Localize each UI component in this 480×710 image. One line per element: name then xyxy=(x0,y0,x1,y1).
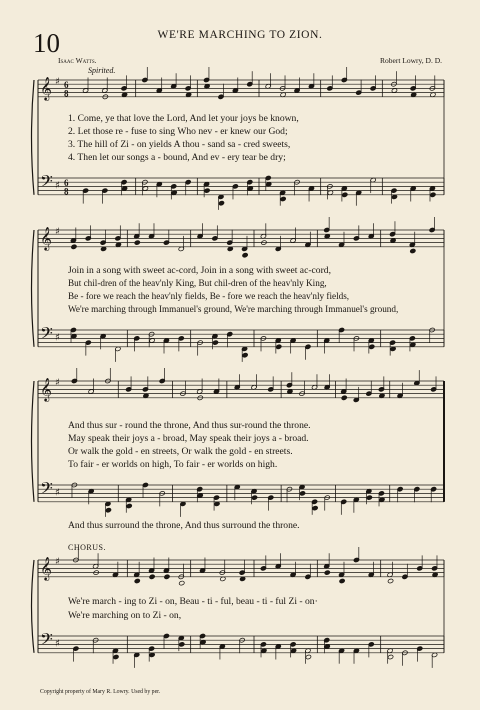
note-head xyxy=(212,340,218,345)
hymn-number: 10 xyxy=(33,28,60,58)
system-bracket xyxy=(32,230,35,347)
key-sharp-icon: ♯ xyxy=(55,556,60,568)
time-signature: 8 xyxy=(64,88,69,99)
note-head xyxy=(369,344,375,349)
note-head xyxy=(276,344,282,349)
note-head xyxy=(164,574,170,579)
chorus-line-1: We're march - ing to Zi - on, Beau - ti - ful, beau - ti - ful Zi - on· xyxy=(68,596,318,607)
chorus-label: CHORUS. xyxy=(68,543,106,552)
hymn-title: WE'RE MARCHING TO ZION. xyxy=(157,29,323,41)
note-head xyxy=(242,253,248,258)
note-head xyxy=(341,395,347,400)
key-sharp-icon: ♯ xyxy=(55,76,60,88)
system1-verse-4: 4. Then let our songs a - bound, And ev - ery tear be dry; xyxy=(68,152,286,163)
system-bracket xyxy=(32,560,35,653)
note-head xyxy=(218,201,224,206)
time-signature: 6 xyxy=(64,80,69,90)
key-sharp-icon: ♯ xyxy=(55,226,60,238)
note-head xyxy=(387,578,393,583)
note-head xyxy=(366,495,372,500)
clef-icon: 𝄞 xyxy=(40,377,52,401)
clef-icon: 𝄞 xyxy=(40,556,52,580)
time-signature: 8 xyxy=(64,186,69,197)
clef-icon: 𝄞 xyxy=(40,76,52,100)
note-head xyxy=(179,642,185,647)
system2-verse-2: But chil-dren of the heav'nly King, But chil-dren of the heav'nly King, xyxy=(68,278,327,288)
note-head xyxy=(134,578,140,583)
system1-verse-3: 3. The hill of Zi - on yields A thou - sand sa - cred sweets, xyxy=(68,139,291,150)
note-head xyxy=(71,244,77,249)
clef-icon: 𝄢 xyxy=(40,323,53,347)
note-head xyxy=(305,654,311,659)
system-bracket xyxy=(32,381,35,502)
note-head xyxy=(430,192,436,197)
clef-icon: 𝄢 xyxy=(40,478,53,502)
note-head xyxy=(134,240,140,245)
system-bracket xyxy=(32,80,35,195)
system3-verse-1: And thus sur - round the throne, And thus sur-round the throne. xyxy=(68,420,311,431)
note-head xyxy=(113,654,119,659)
time-signature: 6 xyxy=(64,178,69,188)
note-head xyxy=(204,188,210,193)
note-head xyxy=(342,192,348,197)
key-sharp-icon: ♯ xyxy=(55,180,60,192)
composer-credit: Robert Lowry, D. D. xyxy=(379,56,442,65)
note-head xyxy=(242,353,248,358)
note-head xyxy=(339,578,345,583)
note-head xyxy=(179,580,185,585)
chorus-line-2: We're marching on to Zi - on, xyxy=(68,610,182,621)
system2-verse-3: Be - fore we reach the heav'nly fields, Be - fore we reach the heav'nly fields, xyxy=(68,291,350,301)
key-sharp-icon: ♯ xyxy=(55,638,60,650)
system3-verse-2: May speak their joys a - broad, May speak their joys a - broad. xyxy=(68,433,309,444)
note-head xyxy=(387,654,393,659)
note-head xyxy=(324,570,330,575)
clef-icon: 𝄢 xyxy=(40,629,53,653)
system2-verse-4: We're marching through Immanuel's ground, We're marching through Immanuel's ground, xyxy=(68,304,399,314)
clef-icon: 𝄢 xyxy=(40,171,53,195)
note-head xyxy=(280,196,286,201)
system1-verse-1: 1. Come, ye that love the Lord, And let your joys be known, xyxy=(68,113,299,124)
clef-icon: 𝄞 xyxy=(40,226,52,250)
key-sharp-icon: ♯ xyxy=(55,377,60,389)
tempo-marking: Spirited. xyxy=(88,66,116,75)
key-sharp-icon: ♯ xyxy=(55,332,60,344)
system3-bass-words: And thus surround the throne, And thus surround the throne. xyxy=(68,520,300,531)
system3-verse-3: Or walk the gold - en streets, Or walk the gold - en streets. xyxy=(68,446,293,457)
note-head xyxy=(251,495,257,500)
system2-verse-1: Join in a song with sweet ac-cord, Join in a song with sweet ac-cord, xyxy=(68,265,331,276)
note-head xyxy=(312,505,318,510)
note-head xyxy=(299,491,305,496)
system1-verse-2: 2. Let those re - fuse to sing Who nev - er knew our God; xyxy=(68,126,288,137)
note-head xyxy=(149,574,155,579)
copyright-notice: Copyright property of Mary R. Lowry. Used by per. xyxy=(40,689,161,695)
note-head xyxy=(105,508,111,513)
note-head xyxy=(410,248,416,253)
note-head xyxy=(126,503,132,508)
system3-verse-4: To fair - er worlds on high, To fair - er worlds on high. xyxy=(68,459,278,470)
key-sharp-icon: ♯ xyxy=(55,487,60,499)
lyricist-credit: Isaac Watts. xyxy=(58,56,97,65)
